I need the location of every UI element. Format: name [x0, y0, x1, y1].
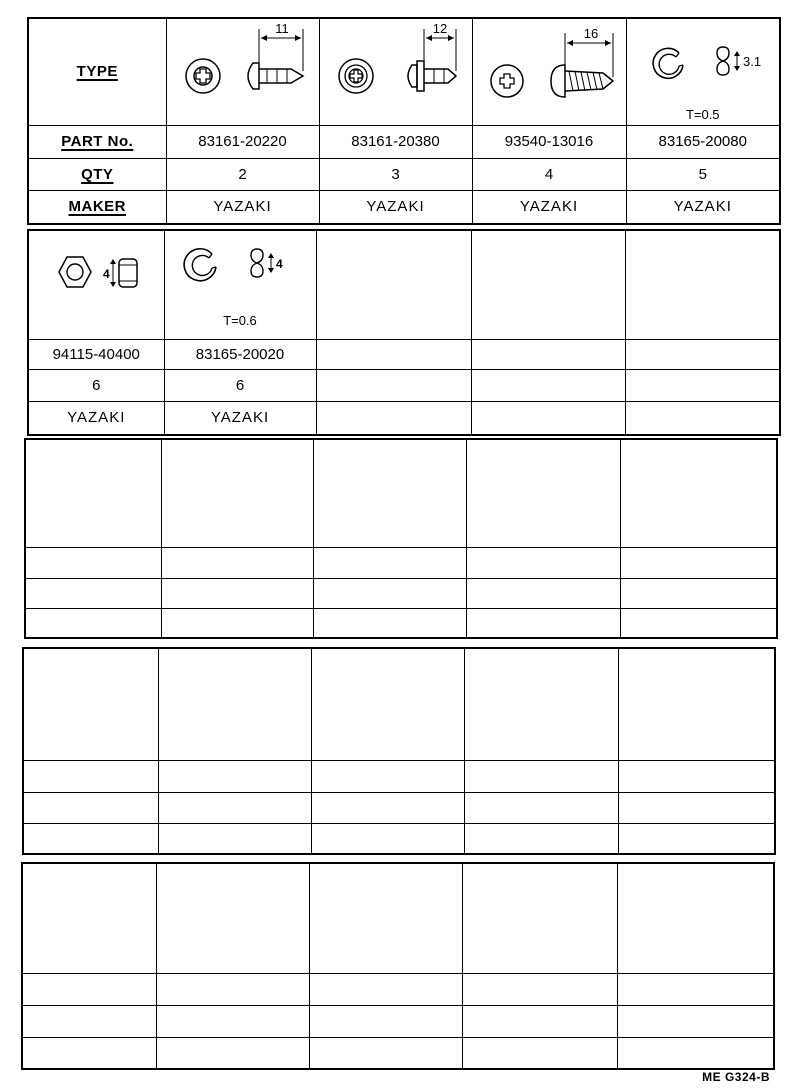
empty-cell [471, 401, 625, 435]
empty-cell [464, 760, 618, 792]
empty-cell [466, 608, 620, 638]
empty-cell [462, 1005, 617, 1037]
length-value: 12 [432, 21, 447, 36]
qty-cell: 3 [319, 158, 472, 190]
length-value: 16 [583, 26, 598, 41]
parts-table-2 [27, 229, 781, 436]
maker-cell: YAZAKI [28, 401, 164, 435]
tapping-screw-side-icon [551, 65, 613, 97]
type-cell-1 [166, 18, 319, 125]
screw-diagram-11 [167, 19, 320, 125]
empty-cell [158, 760, 311, 792]
thickness-note: T=0.5 [685, 107, 720, 122]
empty-cell [158, 792, 311, 823]
parts-table-5 [21, 862, 775, 1070]
hex-nut-icon [59, 257, 91, 287]
empty-cell [313, 547, 466, 578]
empty-cell [618, 823, 775, 854]
empty-cell [316, 401, 471, 435]
phillips-head-icon [491, 65, 523, 97]
type-cell-2 [319, 18, 472, 125]
empty-cell [316, 230, 471, 339]
maker-label: MAKER [68, 198, 126, 216]
empty-cell [161, 547, 313, 578]
empty-cell [309, 863, 462, 973]
empty-cell [316, 339, 471, 369]
height-value: 4 [275, 257, 283, 271]
empty-cell [316, 369, 471, 401]
empty-cell [156, 1037, 309, 1069]
empty-cell [625, 230, 780, 339]
type-cell-5 [28, 230, 164, 339]
screw-side-icon [248, 63, 303, 89]
empty-cell [25, 439, 161, 547]
empty-cell [462, 863, 617, 973]
empty-cell [471, 339, 625, 369]
qty-label-cell [28, 158, 166, 190]
maker-label-cell [28, 190, 166, 224]
empty-cell [625, 401, 780, 435]
empty-cell [464, 648, 618, 760]
empty-cell [620, 578, 777, 608]
empty-cell [156, 863, 309, 973]
empty-cell [466, 578, 620, 608]
part-no-cell: 83165-20020 [164, 339, 316, 369]
empty-cell [313, 578, 466, 608]
empty-cell [156, 1005, 309, 1037]
phillips-head-icon [339, 59, 373, 93]
maker-cell: YAZAKI [319, 190, 472, 224]
type-cell-4 [626, 18, 780, 125]
maker-cell: YAZAKI [164, 401, 316, 435]
empty-cell [620, 547, 777, 578]
phillips-head-icon [186, 59, 220, 93]
empty-cell [309, 1037, 462, 1069]
empty-cell [22, 973, 156, 1005]
empty-cell [25, 578, 161, 608]
empty-cell [618, 648, 775, 760]
empty-cell [158, 823, 311, 854]
empty-cell [309, 1005, 462, 1037]
empty-cell [156, 973, 309, 1005]
empty-cell [161, 608, 313, 638]
part-no-label: PART No. [61, 133, 134, 150]
empty-cell [464, 823, 618, 854]
empty-cell [23, 648, 158, 760]
qty-cell: 5 [626, 158, 780, 190]
type-cell-6 [164, 230, 316, 339]
empty-cell [618, 792, 775, 823]
lock-washer-icon [184, 249, 216, 281]
empty-cell [466, 439, 620, 547]
thickness-note: T=0.6 [223, 313, 257, 328]
qty-label: QTY [81, 165, 114, 183]
empty-cell [617, 1037, 774, 1069]
empty-cell [22, 863, 156, 973]
empty-cell [464, 792, 618, 823]
type-label: TYPE [76, 63, 118, 81]
type-cell-3 [472, 18, 626, 125]
empty-cell [23, 792, 158, 823]
empty-cell [161, 439, 313, 547]
maker-cell: YAZAKI [472, 190, 626, 224]
empty-cell [466, 547, 620, 578]
height-value: 3.1 [742, 54, 761, 69]
empty-cell [311, 760, 464, 792]
empty-cell [311, 792, 464, 823]
empty-cell [618, 760, 775, 792]
empty-cell [625, 339, 780, 369]
part-no-label-cell [28, 125, 166, 158]
empty-cell [617, 863, 774, 973]
hex-nut-diagram [29, 231, 164, 339]
qty-cell: 6 [164, 369, 316, 401]
length-value: 11 [274, 21, 289, 36]
part-no-cell: 83161-20380 [319, 125, 472, 158]
part-no-cell: 94115-40400 [28, 339, 164, 369]
parts-table-4 [22, 647, 776, 855]
empty-cell [617, 973, 774, 1005]
empty-cell [25, 608, 161, 638]
washer-screw-side-icon [408, 61, 456, 91]
lock-washer-side-icon [251, 249, 274, 277]
parts-table-1 [27, 17, 781, 225]
nut-side-icon [110, 259, 137, 287]
qty-cell: 6 [28, 369, 164, 401]
empty-cell [617, 1005, 774, 1037]
maker-cell: YAZAKI [626, 190, 780, 224]
empty-cell [625, 369, 780, 401]
qty-cell: 4 [472, 158, 626, 190]
empty-cell [462, 1037, 617, 1069]
screw-diagram-16 [473, 19, 627, 125]
maker-cell: YAZAKI [166, 190, 319, 224]
part-no-cell: 83161-20220 [166, 125, 319, 158]
part-no-cell: 83165-20080 [626, 125, 780, 158]
empty-cell [158, 648, 311, 760]
page-code: ME G324-B [702, 1070, 770, 1084]
empty-cell [25, 547, 161, 578]
height-value: 4 [103, 267, 110, 281]
empty-cell [462, 973, 617, 1005]
parts-table-3 [24, 438, 778, 639]
empty-cell [23, 760, 158, 792]
empty-cell [22, 1037, 156, 1069]
screw-diagram-12 [320, 19, 473, 125]
empty-cell [313, 439, 466, 547]
empty-cell [311, 648, 464, 760]
empty-cell [22, 1005, 156, 1037]
empty-cell [471, 369, 625, 401]
empty-cell [309, 973, 462, 1005]
qty-cell: 2 [166, 158, 319, 190]
part-no-cell: 93540-13016 [472, 125, 626, 158]
empty-cell [471, 230, 625, 339]
empty-cell [311, 823, 464, 854]
empty-cell [620, 439, 777, 547]
empty-cell [23, 823, 158, 854]
type-label-cell [28, 18, 166, 125]
lock-washer-icon [653, 48, 683, 78]
empty-cell [161, 578, 313, 608]
empty-cell [313, 608, 466, 638]
lock-washer-side-icon [717, 47, 740, 75]
empty-cell [620, 608, 777, 638]
